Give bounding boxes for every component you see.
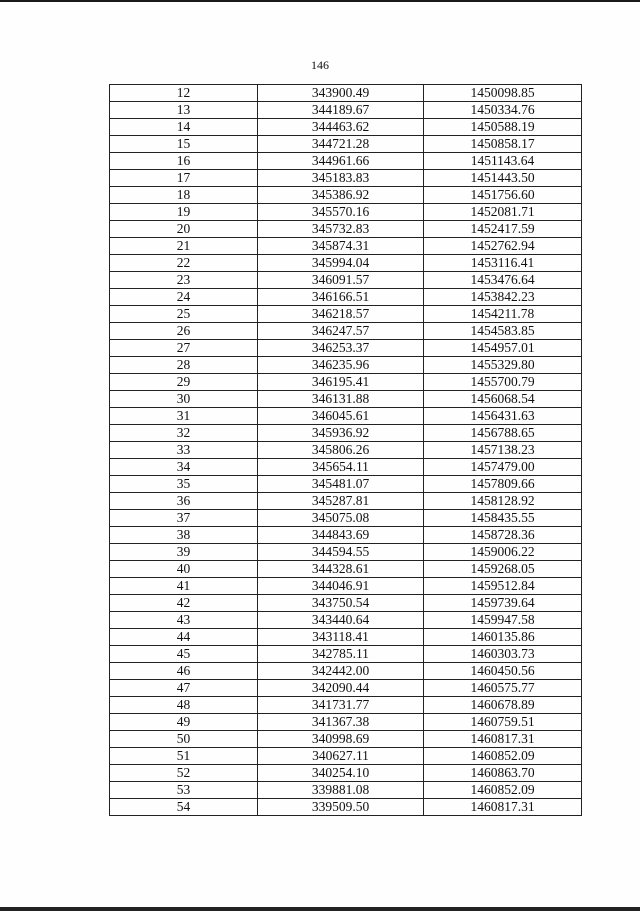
y-coordinate-cell: 1460135.86 [424,629,582,646]
y-coordinate-cell: 1454211.78 [424,306,582,323]
point-number-cell: 40 [110,561,258,578]
point-number-cell: 23 [110,272,258,289]
table-row [110,323,582,340]
y-coordinate-cell: 1452417.59 [424,221,582,238]
point-number-cell: 50 [110,731,258,748]
point-number-cell: 32 [110,425,258,442]
table-row [110,493,582,510]
point-number-cell: 42 [110,595,258,612]
table-row [110,782,582,799]
y-coordinate-cell: 1451143.64 [424,153,582,170]
x-coordinate-cell: 346253.37 [258,340,424,357]
y-coordinate-cell: 1458128.92 [424,493,582,510]
x-coordinate-cell: 340998.69 [258,731,424,748]
y-coordinate-cell: 1458435.55 [424,510,582,527]
x-coordinate-cell: 345994.04 [258,255,424,272]
y-coordinate-cell: 1452081.71 [424,204,582,221]
y-coordinate-cell: 1459947.58 [424,612,582,629]
table-row [110,799,582,816]
table-row [110,187,582,204]
x-coordinate-cell: 346131.88 [258,391,424,408]
table-row [110,629,582,646]
x-coordinate-cell: 344046.91 [258,578,424,595]
point-number-cell: 41 [110,578,258,595]
table-row [110,697,582,714]
table-row [110,544,582,561]
table-row [110,289,582,306]
y-coordinate-cell: 1456788.65 [424,425,582,442]
table-row [110,340,582,357]
x-coordinate-cell: 345936.92 [258,425,424,442]
table-row [110,748,582,765]
point-number-cell: 43 [110,612,258,629]
x-coordinate-cell: 345075.08 [258,510,424,527]
point-number-cell: 30 [110,391,258,408]
y-coordinate-cell: 1451443.50 [424,170,582,187]
table-row [110,527,582,544]
x-coordinate-cell: 342090.44 [258,680,424,697]
table-row [110,612,582,629]
point-number-cell: 18 [110,187,258,204]
y-coordinate-cell: 1453116.41 [424,255,582,272]
x-coordinate-cell: 339509.50 [258,799,424,816]
x-coordinate-cell: 346247.57 [258,323,424,340]
y-coordinate-cell: 1460852.09 [424,748,582,765]
point-number-cell: 44 [110,629,258,646]
point-number-cell: 52 [110,765,258,782]
table-row [110,85,582,102]
point-number-cell: 39 [110,544,258,561]
x-coordinate-cell: 345570.16 [258,204,424,221]
y-coordinate-cell: 1450858.17 [424,136,582,153]
x-coordinate-cell: 344594.55 [258,544,424,561]
point-number-cell: 37 [110,510,258,527]
table-row [110,714,582,731]
x-coordinate-cell: 339881.08 [258,782,424,799]
y-coordinate-cell: 1459512.84 [424,578,582,595]
x-coordinate-cell: 343750.54 [258,595,424,612]
y-coordinate-cell: 1450334.76 [424,102,582,119]
x-coordinate-cell: 345806.26 [258,442,424,459]
y-coordinate-cell: 1454957.01 [424,340,582,357]
x-coordinate-cell: 345874.31 [258,238,424,255]
x-coordinate-cell: 340254.10 [258,765,424,782]
x-coordinate-cell: 342785.11 [258,646,424,663]
y-coordinate-cell: 1459268.05 [424,561,582,578]
point-number-cell: 46 [110,663,258,680]
table-row [110,425,582,442]
x-coordinate-cell: 344843.69 [258,527,424,544]
point-number-cell: 12 [110,85,258,102]
point-number-cell: 28 [110,357,258,374]
y-coordinate-cell: 1457138.23 [424,442,582,459]
point-number-cell: 54 [110,799,258,816]
point-number-cell: 47 [110,680,258,697]
x-coordinate-cell: 344721.28 [258,136,424,153]
table-row [110,374,582,391]
y-coordinate-cell: 1452762.94 [424,238,582,255]
y-coordinate-cell: 1460759.51 [424,714,582,731]
x-coordinate-cell: 344463.62 [258,119,424,136]
table-row [110,476,582,493]
table-row [110,510,582,527]
table-row [110,357,582,374]
table-row [110,238,582,255]
y-coordinate-cell: 1460450.56 [424,663,582,680]
point-number-cell: 33 [110,442,258,459]
table-row [110,102,582,119]
x-coordinate-cell: 345654.11 [258,459,424,476]
x-coordinate-cell: 341731.77 [258,697,424,714]
point-number-cell: 24 [110,289,258,306]
x-coordinate-cell: 343118.41 [258,629,424,646]
x-coordinate-cell: 345183.83 [258,170,424,187]
point-number-cell: 13 [110,102,258,119]
y-coordinate-cell: 1457809.66 [424,476,582,493]
x-coordinate-cell: 346218.57 [258,306,424,323]
table-row [110,136,582,153]
page-number: 146 [311,58,329,72]
point-number-cell: 48 [110,697,258,714]
y-coordinate-cell: 1460575.77 [424,680,582,697]
x-coordinate-cell: 345287.81 [258,493,424,510]
y-coordinate-cell: 1454583.85 [424,323,582,340]
y-coordinate-cell: 1460817.31 [424,799,582,816]
y-coordinate-cell: 1457479.00 [424,459,582,476]
point-number-cell: 31 [110,408,258,425]
table-row [110,578,582,595]
x-coordinate-cell: 343900.49 [258,85,424,102]
point-number-cell: 21 [110,238,258,255]
y-coordinate-cell: 1460817.31 [424,731,582,748]
table-row [110,442,582,459]
y-coordinate-cell: 1460863.70 [424,765,582,782]
point-number-cell: 14 [110,119,258,136]
coordinates-table-body [110,85,582,816]
table-row [110,255,582,272]
point-number-cell: 38 [110,527,258,544]
y-coordinate-cell: 1456068.54 [424,391,582,408]
table-row [110,459,582,476]
y-coordinate-cell: 1450588.19 [424,119,582,136]
table-row [110,391,582,408]
y-coordinate-cell: 1455700.79 [424,374,582,391]
table-row [110,646,582,663]
table-row [110,204,582,221]
point-number-cell: 20 [110,221,258,238]
x-coordinate-cell: 345481.07 [258,476,424,493]
point-number-cell: 29 [110,374,258,391]
y-coordinate-cell: 1459739.64 [424,595,582,612]
point-number-cell: 36 [110,493,258,510]
x-coordinate-cell: 343440.64 [258,612,424,629]
table-row [110,663,582,680]
table-row [110,731,582,748]
x-coordinate-cell: 346166.51 [258,289,424,306]
x-coordinate-cell: 345732.83 [258,221,424,238]
x-coordinate-cell: 342442.00 [258,663,424,680]
x-coordinate-cell: 346195.41 [258,374,424,391]
table-row [110,765,582,782]
point-number-cell: 27 [110,340,258,357]
point-number-cell: 34 [110,459,258,476]
x-coordinate-cell: 344961.66 [258,153,424,170]
y-coordinate-cell: 1459006.22 [424,544,582,561]
point-number-cell: 16 [110,153,258,170]
point-number-cell: 26 [110,323,258,340]
y-coordinate-cell: 1453842.23 [424,289,582,306]
x-coordinate-cell: 346091.57 [258,272,424,289]
table-row [110,221,582,238]
x-coordinate-cell: 346235.96 [258,357,424,374]
y-coordinate-cell: 1451756.60 [424,187,582,204]
x-coordinate-cell: 344189.67 [258,102,424,119]
point-number-cell: 17 [110,170,258,187]
point-number-cell: 35 [110,476,258,493]
x-coordinate-cell: 345386.92 [258,187,424,204]
table-row [110,170,582,187]
table-row [110,680,582,697]
table-row [110,272,582,289]
y-coordinate-cell: 1460678.89 [424,697,582,714]
table-row [110,153,582,170]
point-number-cell: 53 [110,782,258,799]
y-coordinate-cell: 1455329.80 [424,357,582,374]
y-coordinate-cell: 1456431.63 [424,408,582,425]
point-number-cell: 25 [110,306,258,323]
y-coordinate-cell: 1453476.64 [424,272,582,289]
point-number-cell: 51 [110,748,258,765]
y-coordinate-cell: 1460852.09 [424,782,582,799]
point-number-cell: 15 [110,136,258,153]
y-coordinate-cell: 1458728.36 [424,527,582,544]
y-coordinate-cell: 1460303.73 [424,646,582,663]
table-row [110,408,582,425]
y-coordinate-cell: 1450098.85 [424,85,582,102]
coordinates-table [109,84,582,816]
table-row [110,561,582,578]
x-coordinate-cell: 346045.61 [258,408,424,425]
point-number-cell: 19 [110,204,258,221]
point-number-cell: 22 [110,255,258,272]
table-row [110,306,582,323]
point-number-cell: 49 [110,714,258,731]
x-coordinate-cell: 341367.38 [258,714,424,731]
point-number-cell: 45 [110,646,258,663]
table-row [110,119,582,136]
x-coordinate-cell: 344328.61 [258,561,424,578]
table-row [110,595,582,612]
x-coordinate-cell: 340627.11 [258,748,424,765]
